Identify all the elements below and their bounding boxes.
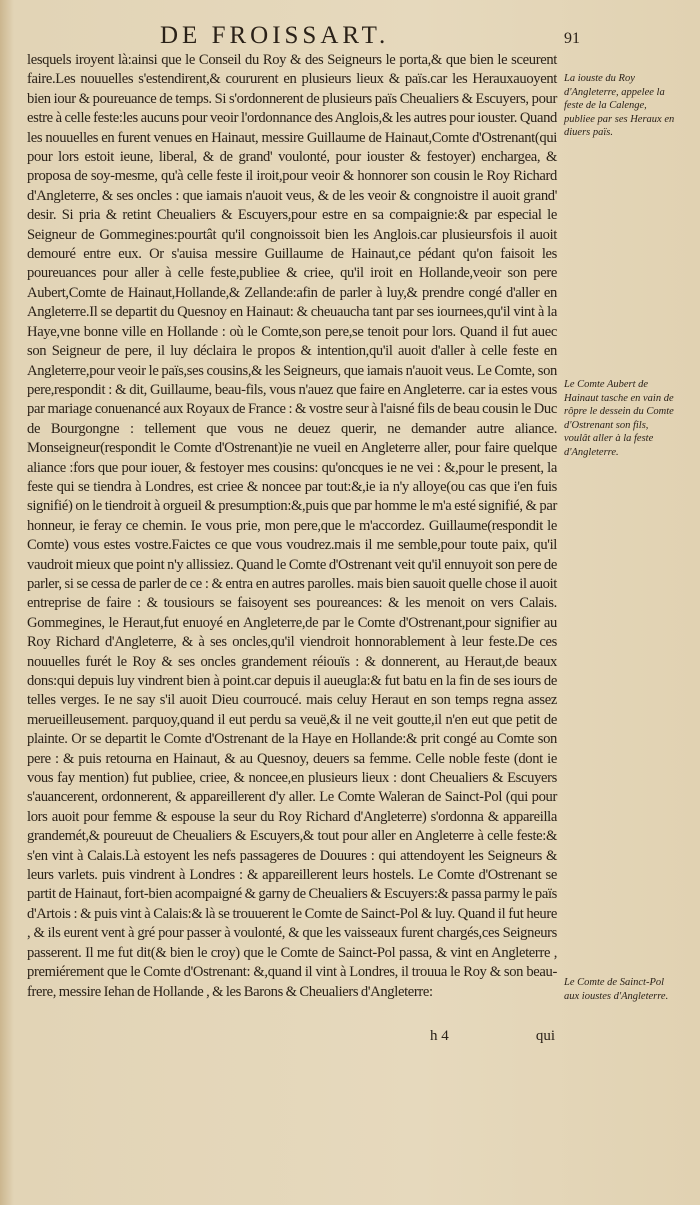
side-note-count-aubert: Le Comte Aubert de Hainaut tasche en vain de rôpre le dessein du Comte d'Ostrenant son fils, voulât aller à la feste d'Angleterre. <box>564 379 674 458</box>
main-text <box>27 51 557 1002</box>
page-number: 91 <box>564 30 580 47</box>
side-note-joust: La iouste du Roy d'Angleterre, appelee la feste de la Calenge, publiee par ses Heraux en diuers païs. <box>564 73 675 139</box>
page-header <box>160 22 580 50</box>
body-paragraph: lesquels iroyent là:ainsi que le Conseil du Roy & des Seigneurs le porta,& que bien le sceurent faire.Les nouuelles s'estendirent,& coururent en plusieurs lieux & païs.car les Herauxauoyent bien iour & poureuance de temps. Si s'ordonnerent de plusieurs païs Cheualiers & Escuyers, pour estre à celle feste:les aucuns pour veoir l'ordonnance des Anglois,& les autres pour iouster. Quand les nouuelles en furent venues en Hainaut, messire Guillaume de Hainaut,Comte d'Ostrenant(qui pour lors estoit ieune, liberal, & de grand' voulonté, pour iouster & festoyer) enchargea, & proposa de soy-mesme, qu'à celle feste il iroit,pour veoir & honnorer son cousin le Roy Richard d'Angleterre, & ses oncles : que iamais n'auoit veus, & de les veoir & congnoistre il auoit grand' desir. Si pria & retint Cheualiers & Escuyers,pour estre en sa compaignie:& par especial le Seigneur de Gommegines:pourtât qu'il congnoissoit bien les Anglois.car plusieursfois il auoit demouré entre eux. Or s'auisa messire Guillaume de Hainaut,ce pédant qu'on faisoit les poureuances pour aller à celle feste,publiee & criee, qu'il iroit en Hollande,veoir son pere Aubert,Comte de Hainaut,Hollande,& Zellande:afin de parler à luy,& prendre congé d'aller en Angleterre.Il se departit du Quesnoy en Hainaut: & cheuaucha tant par ses iournees,qu'il vint à la Haye,vne bonne ville en Hollande : où le Comte,son pere,se tenoit pour lors. Quand il fut auec son Seigneur de pere, il luy déclaira le propos & intention,qu'il auoit d'aller à celle feste en Angleterre,pour veoir le païs,ses cousins,& les Seigneurs, que iamais n'auoit veus. Le Comte, son pere,respondit : & dit, Guillaume, beau-fils, vous n'auez que faire en Angleterre. car ia estes vous par mariage conuenancé aux Royaux de France : & vostre seur à l'aisné fils de beau cousin le Duc de Bourgongne : tellement que vous ne deuez querir, ne demander autre aliance. Monseigneur(respondit le Comte d'Ostrenant)ie ne vueil en Angleterre aller, pour faire quelque aliance :fors que pour iouer, & festoyer mes cousins: qu'oncques ie ne vei : &,pour le present, la feste qui se tiendra à Londres, est criee & noncee par tout:&,ie ia n'y alloye(ou cas que i'en fuis signifié) on le tiendroit à orgueil & presumption:&,puis que par homme le m'a esté signifié, & par honneur, ie feray ce chemin. Ie vous prie, mon pere,que le m'accordez. Guillaume(respondit le Comte) vous estes vostre.Faictes ce que vous voudrez.mais il me semble,pour toute paix, qu'il vaudroit mieux que point n'y allissiez. Quand le Comte d'Ostrenant veit qu'il ennuyoit son pere de parler, si se cessa de parler de ce : & entra en autres parolles. mais bien sauoit quelle chose il auoit entreprise de faire : & tousiours se faisoyent ses poureances: & les menoit on vers Calais. Gommegines, le Heraut,fut enuoyé en Angleterre,de par le Comte d'Ostrenant,pour signifier au Roy Richard d'Angleterre, & à ses oncles,qu'il viendroit honnorablement à leur feste.De ces nouuelles furét le Roy & ses oncles grandement réiouïs : & donnerent, au Heraut,de beaux dons:qui depuis luy vindrent bien à point.car depuis il aueugla:& fut batu en la fin de ses iours de telles verges. Ie ne say s'il auoit Dieu courroucé. mais celuy Heraut en son temps regna assez merueilleusement. parquoy,quand il eut perdu sa veuë,& il ne veit goutte,il n'en eut que petit de plainte. Or se departit le Comte d'Ostrenant de la Haye en Hollande:& prit congé au Comte son pere : & puis retourna en Hainaut, & au Quesnoy, deuers sa femme. Celle noble feste (dont ie vous fay mention) fut publiee, criee, & noncee,en plusieurs lieux : dont Cheualiers & Escuyers s'auancerent, ordonnerent, & appareillerent d'y aller. Le Comte Waleran de Sainct-Pol (qui pour lors auoit pour femme & espouse la seur du Roy Richard d'Angleterre) s'ordonna & appareilla grandemét,& poureuut de Cheualiers & Escuyers,& tout pour aller en Angleterre à celle feste:& s'en vint à Calais.Là estoyent les nefs passageres de Douures : qui attendoyent les Seigneurs & leurs varlets. puis vindrent à Londres : & appareillerent leurs hostels. Le Comte d'Ostrenant se partit de Hainaut, fort-bien acompaigné & garny de Cheualiers & Escuyers:& passa parmy le païs d'Artois : & puis vint à Calais:& là se trouuerent le Comte de Sainct-Pol & luy. Quand il fut heure , & ils eurent vent à gré pour passer à voulonté, & que les vaisseaux furent chargés,ces Seigneurs passerent. Il me fut dit(& bien le croy) que le Comte de Sainct-Pol passa, & vint en Angleterre , premiérement que le Comte d'Ostrenant: &,quand il vint à Londres, il trouua le Roy & son beau-frere, messire Iehan de Hollande , & les Barons & Cheualiers d'Angleterre: <box>27 52 557 1000</box>
catchword: qui <box>535 1028 555 1044</box>
running-head: DE FROISSART. <box>160 22 390 49</box>
side-note-saint-pol: Le Comte de Sainct-Pol aux ioustes d'Angleterre. <box>564 977 669 1002</box>
signature-mark: h 4 <box>430 1028 449 1044</box>
page-footer <box>430 1028 555 1045</box>
